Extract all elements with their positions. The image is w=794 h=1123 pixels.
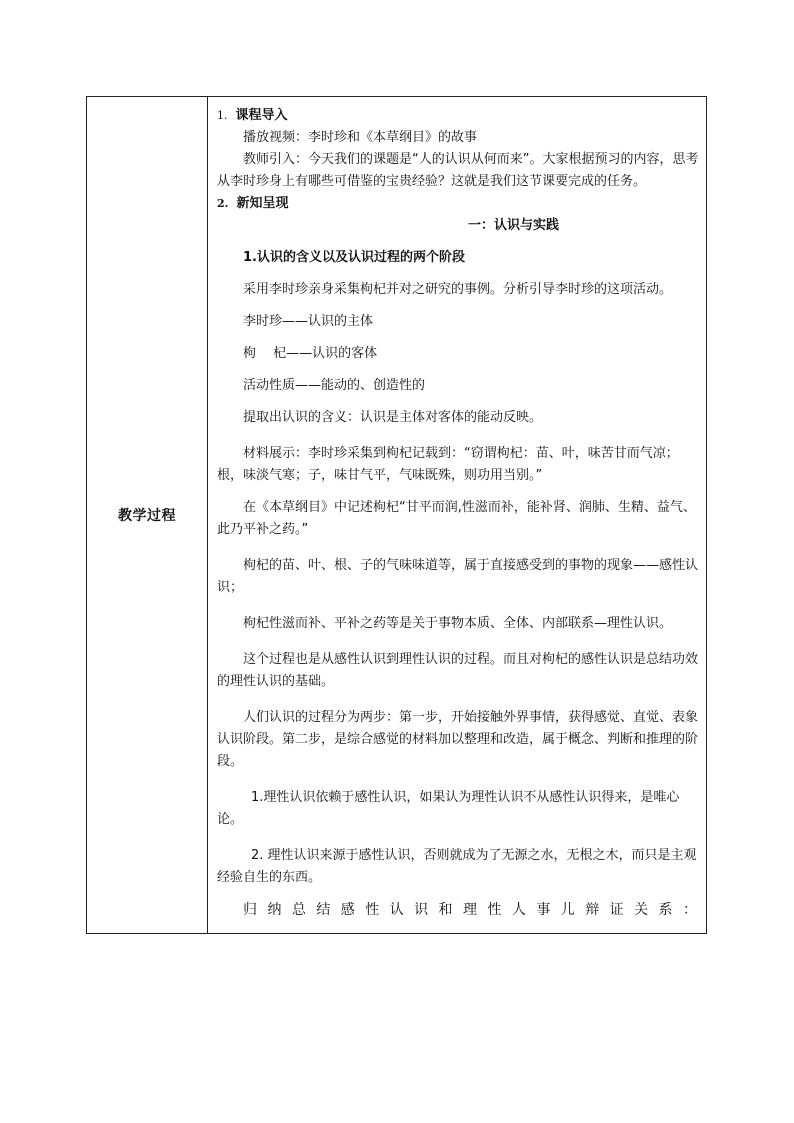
material-text: 材料展示：李时珍采集到枸杞记载到：“窃谓枸杞：苗、叶，味苦甘而气凉；根，味淡气寒；子，味甘气平，气味既殊，则功用当别。” bbox=[217, 446, 679, 483]
summary-line: 归纳总结感性认识和理性人事儿辩证关系： bbox=[243, 902, 700, 918]
bencao-text: 在《本草纲目》中记述枸杞“甘平而润,性滋而补，能补肾、润肺、生精、益气、此乃平补之药。” bbox=[217, 500, 696, 537]
subject-line: 李时珍——认识的主体 bbox=[243, 314, 374, 329]
row-label-cell bbox=[87, 97, 208, 933]
video-line: 播放视频：李时珍和《本草纲目》的故事 bbox=[243, 130, 478, 145]
part-title: 一：认识与实践 bbox=[467, 218, 559, 233]
lesson-table bbox=[86, 96, 707, 934]
section-title: 课程导入 bbox=[235, 108, 288, 123]
section-title: 新知呈现 bbox=[236, 196, 289, 211]
section-new-heading bbox=[217, 193, 700, 215]
perceptual-text: 枸杞的苗、叶、根、子的气味味道等，属于直接感受到的事物的现象——感性认识； bbox=[217, 558, 699, 595]
point-2: 2. 理性认识来源于感性认识，否则就成为了无源之水，无根之木，而只是主观经验自生的东西。 bbox=[217, 848, 697, 885]
sub-title: 1.认识的含义以及认识过程的两个阶段 bbox=[243, 250, 465, 265]
two-steps-text: 人们认识的过程分为两步：第一步，开始接触外界事情，获得感觉、直觉、表象认识阶段。第二步，是综合感觉的材料加以整理和改造，属于概念、判断和推理的阶段。 bbox=[217, 710, 699, 769]
rational-text: 枸杞性滋而补、平补之药等是关于事物本质、全体、内部联系—理性认识。 bbox=[243, 616, 673, 631]
process-text: 这个过程也是从感性认识到理性认识的过程。而且对枸杞的感性认识是总结功效的理性认识的基础。 bbox=[217, 652, 699, 689]
section-number: 2. bbox=[217, 197, 229, 210]
content-cell bbox=[209, 97, 706, 933]
row-label: 教学过程 bbox=[118, 508, 176, 524]
section-number: 1. bbox=[217, 109, 228, 122]
definition-line: 提取出认识的含义：认识是主体对客体的能动反映。 bbox=[243, 410, 543, 425]
case-text: 采用李时珍亲身采集枸杞并对之研究的事例。分析引导李时珍的这项活动。 bbox=[243, 282, 673, 297]
teacher-intro: 教师引入：今天我们的课题是“人的认识从何而来”。大家根据预习的内容，思考从李时珍身上有哪些可借鉴的宝贵经验？这就是我们这节课要完成的任务。 bbox=[217, 152, 699, 189]
section-intro-heading bbox=[217, 105, 700, 127]
nature-line: 活动性质——能动的、创造性的 bbox=[243, 378, 426, 393]
point-1: 1.理性认识依赖于感性认识，如果认为理性认识不从感性认识得来，是唯心论。 bbox=[217, 790, 680, 827]
object-line: 枸 杞——认识的客体 bbox=[243, 346, 378, 361]
